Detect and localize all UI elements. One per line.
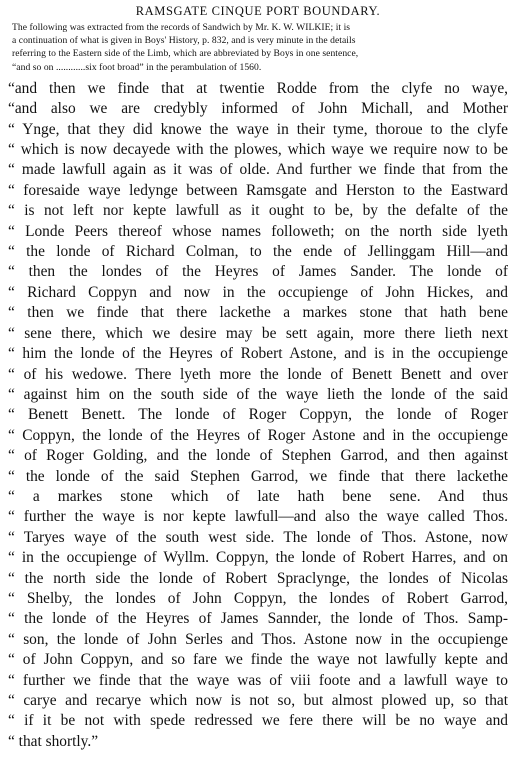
body-line: “ then the londes of the Heyres of James Sander. The londe of: [8, 263, 508, 281]
page-title: RAMSGATE CINQUE PORT BOUNDARY.: [135, 4, 381, 18]
body-line: “ Ynge, that they did knowe the waye in their tyme, thoroue to the clyfe: [8, 120, 508, 138]
body-line: “ Coppyn, the londe of the Heyres of Roger Astone and in the occupienge: [8, 426, 508, 444]
body-line: “ the londe of the Heyres of James Sannder, the londe of Thos. Samp-: [8, 610, 508, 628]
intro-line: “and so on ............six foot broad” in the perambulation of 1560.: [12, 61, 262, 73]
body-line: “ foresaide waye ledynge between Ramsgate and Herston to the Eastward: [8, 181, 508, 199]
body-line: “ is not left nor kepte lawfull as it ought to be, by the defalte of the: [8, 202, 508, 220]
body-line: “ further the waye is nor kepte lawfull—and also the waye called Thos.: [8, 508, 508, 526]
body-line: “ Shelby, the londes of John Coppyn, the londes of Robert Garrod,: [8, 589, 508, 607]
body-line: “ of Roger Golding, and the londe of Stephen Garrod, and then against: [8, 447, 508, 465]
body-line: “ Taryes waye of the south west side. The londe of Thos. Astone, now: [8, 528, 508, 546]
body-line: “and then we finde that at twentie Rodde from the clyfe no waye,: [8, 79, 508, 97]
body-text: [8, 79, 508, 752]
body-line: “ of John Coppyn, and so fare we finde the waye not lawfully kepte and: [8, 651, 508, 669]
body-line: “ Richard Coppyn and now in the occupienge of John Hickes, and: [8, 283, 508, 301]
body-line: “ that shortly.”: [8, 732, 99, 750]
body-line: “ then we finde that there lackethe a markes stone that hath bene: [8, 304, 508, 322]
body-line: “ Londe Peers thereof whose names followeth; on the north side lyeth: [8, 222, 508, 240]
body-line: “ in the occupienge of Wyllm. Coppyn, the londe of Robert Harres, and on: [8, 549, 508, 567]
body-line: “ against him on the south side of the waye lieth the londe of the said: [8, 385, 508, 403]
body-line: “ made lawfull again as it was of olde. And further we finde that from the: [8, 161, 508, 179]
body-line: “ if it be not with spede redressed we fere there will be no waye and: [8, 712, 508, 730]
body-line: “ the north side the londe of Robert Spraclynge, the londes of Nicolas: [8, 569, 508, 587]
body-line: “ sene there, which we desire may be sett again, more there lieth next: [8, 324, 508, 342]
body-line: “ carye and recarye which now is not so, but almost plowed up, so that: [8, 692, 508, 709]
body-line: “ son, the londe of John Serles and Thos. Astone now in the occupienge: [8, 630, 508, 648]
body-line: “ the londe of Richard Colman, to the ende of Jellinggam Hill—and: [8, 243, 508, 261]
body-line: “ a markes stone which of late hath bene sene. And thus: [8, 487, 508, 505]
body-line: “ him the londe of the Heyres of Robert Astone, and is in the occupienge: [8, 345, 508, 363]
body-line: “ Benett Benett. The londe of Roger Coppyn, the londe of Roger: [8, 406, 508, 424]
body-line: “ further we finde that the waye was of viii foote and a lawfull waye to: [8, 671, 508, 689]
body-line: “ the londe of the said Stephen Garrod, we finde that there lackethe: [8, 467, 508, 485]
intro-note: [12, 21, 508, 74]
body-line: “ which is now decayede with the plowes, which waye we require now to be: [8, 141, 508, 159]
intro-line: a continuation of what is given in Boys' History, p. 832, and is very minute in the details: [12, 35, 356, 47]
intro-line: The following was extracted from the records of Sandwich by Mr. K. W. WILKIE; it is: [12, 22, 351, 33]
body-line: “and also we are credybly informed of John Michall, and Mother: [8, 100, 508, 118]
body-line: “ of his wedowe. There lyeth more the londe of Benett Benett and over: [8, 365, 508, 383]
intro-line: referring to the Eastern side of the Limb, which are abbreviated by Boys in one sentence,: [12, 48, 359, 60]
